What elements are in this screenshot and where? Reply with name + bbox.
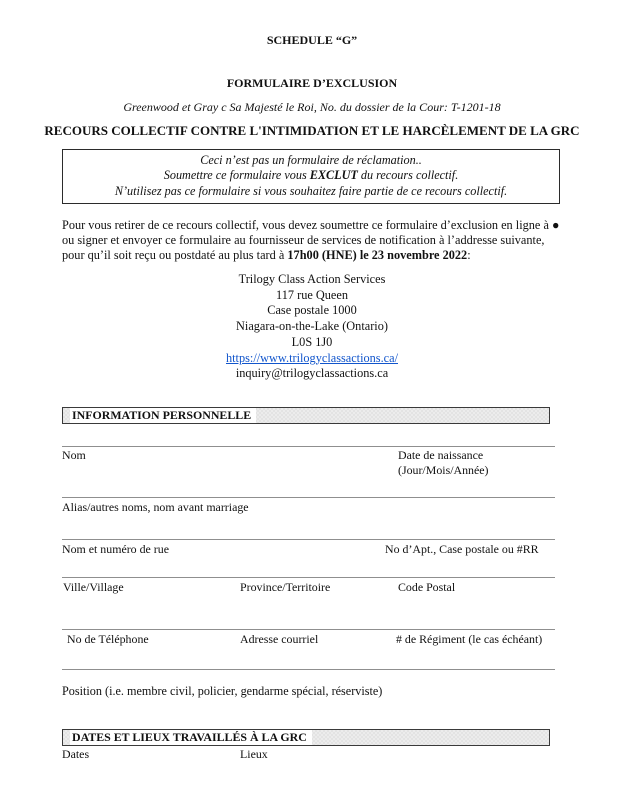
section-header-personal-info [62,407,550,424]
fill-line-alias [62,497,555,498]
section-header-dates-places-label: DATES ET LIEUX TRAVAILLÉS À LA GRC [70,730,312,745]
notice-line-2-pre: Soumettre ce formulaire vous [163,168,310,183]
case-citation: Greenwood et Gray c Sa Majesté le Roi, No. du dossier de la Cour: T-1201-18 [123,100,501,114]
instructions-colon: : [467,247,471,262]
instructions-paragraph [62,218,565,262]
fill-line-name [62,446,555,447]
field-label-dob: Date de naissance [398,448,484,462]
fill-line-position [62,669,555,670]
field-label-street: Nom et numéro de rue [62,542,169,556]
field-label-province: Province/Territoire [240,580,331,594]
field-label-phone: No de Téléphone [67,632,149,646]
website-link[interactable]: https://www.trilogyclassactions.ca/ [225,350,398,365]
deadline-text: 17h00 (HNE) le 23 novembre 2022 [287,247,468,262]
email-address: inquiry@trilogyclassactions.ca [235,366,389,381]
field-label-email: Adresse courriel [240,632,319,646]
address-postal-code: L0S 1J0 [291,334,333,349]
exclusion-notice-box [62,149,560,204]
field-label-apt: No d’Apt., Case postale ou #RR [385,542,539,556]
section-header-personal-info-label: INFORMATION PERSONNELLE [70,408,256,423]
field-label-postal-code: Code Postal [398,580,456,594]
field-label-places: Lieux [240,747,268,761]
notification-address-block [0,272,624,382]
field-label-name: Nom [62,448,86,462]
field-label-position: Position (i.e. membre civil, policier, gendarme spécial, réserviste) [62,684,383,698]
address-city: Niagara-on-the-Lake (Ontario) [236,319,388,334]
field-label-alias: Alias/autres noms, nom avant marriage [62,500,249,514]
notice-line-3: N’utilisez pas ce formulaire si vous souhaitez faire partie de ce recours collectif. [114,183,508,198]
section-header-dates-places [62,729,550,746]
form-title: FORMULAIRE D’EXCLUSION [226,76,398,90]
field-label-dob-format: (Jour/Mois/Année) [398,463,489,477]
notice-line-2-post: du recours collectif. [357,168,459,183]
class-action-title: RECOURS COLLECTIF CONTRE L'INTIMIDATION ET LE HARCÈLEMENT DE LA GRC [44,123,580,138]
field-label-city: Ville/Village [63,580,124,594]
fill-line-street [62,539,555,540]
notice-exclut-emphasis: EXCLUT [309,168,358,183]
fill-line-city [62,577,555,578]
field-label-regiment: # de Régiment (le cas échéant) [396,632,543,646]
field-label-dates: Dates [62,747,90,761]
address-org: Trilogy Class Action Services [238,272,386,286]
schedule-title: SCHEDULE “G” [266,33,358,47]
fill-line-phone [62,629,555,630]
address-po-box: Case postale 1000 [267,303,357,318]
instructions-text: Pour vous retirer de ce recours collectif, vous devez soumettre ce formulaire d’exclusion en ligne à ● ou signer et envoyer ce formulaire au fournisseur de services de notification à l’addresse suivante, pour qu’il soit reçu ou postdaté au plus tard à [62,218,560,262]
address-street: 117 rue Queen [276,287,348,302]
notice-line-1: Ceci n’est pas un formulaire de réclamation.. [200,153,422,167]
notice-line-2 [63,168,559,183]
